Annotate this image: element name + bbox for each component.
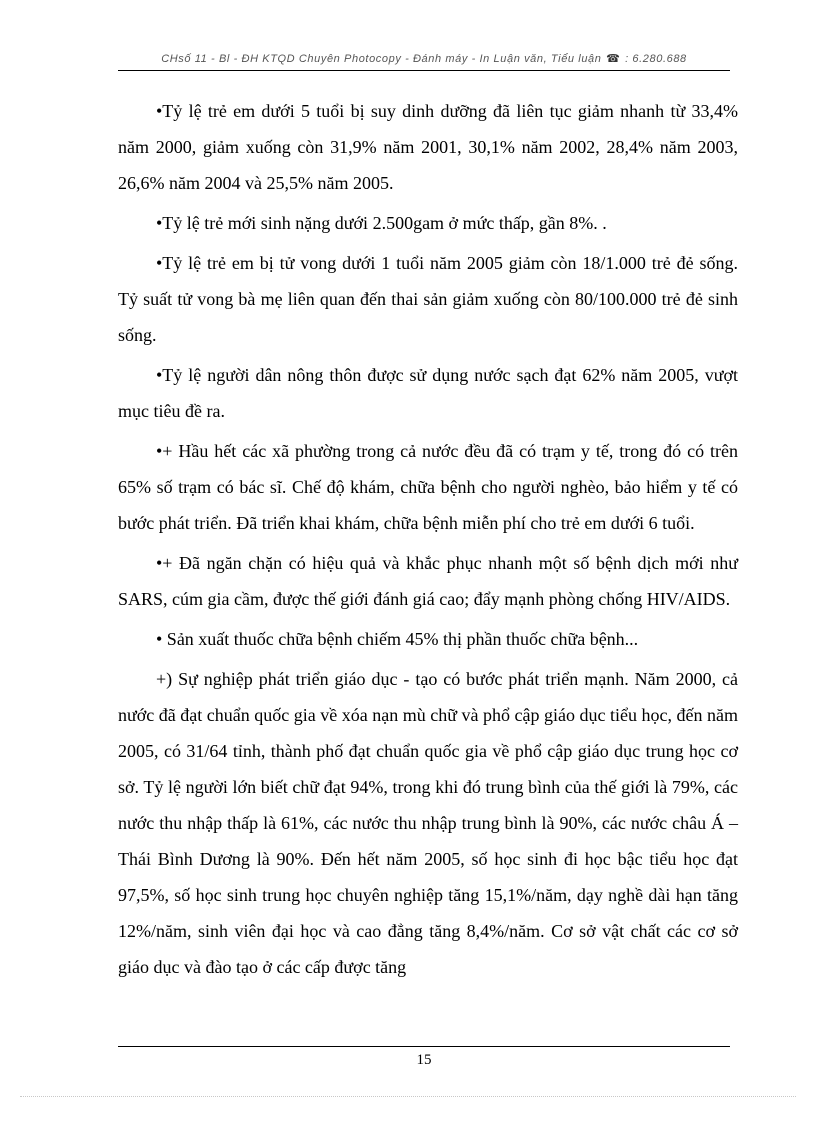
telephone-icon: ☎ bbox=[606, 53, 621, 65]
page-header bbox=[118, 52, 730, 71]
paragraph-low-birth-weight: •Tỷ lệ trẻ mới sinh nặng dưới 2.500gam ở mức thấp, gần 8%. . bbox=[156, 213, 607, 233]
document-body bbox=[118, 93, 738, 989]
paragraph-medicine-production: • Sản xuất thuốc chữa bệnh chiếm 45% thị phần thuốc chữa bệnh... bbox=[156, 629, 639, 649]
header-phone-number: : 6.280.688 bbox=[625, 53, 687, 65]
paragraph-health-stations: •+ Hầu hết các xã phường trong cả nước đều đã có trạm y tế, trong đó có trên 65% số trạm có bác sĩ. Chế độ khám, chữa bệnh cho người nghèo, bảo hiểm y tế có bước phát triển. Đã triển khai khám, chữa bệnh miễn phí cho trẻ em dưới 6 tuổi. bbox=[118, 441, 738, 533]
paragraph-epidemic-control: •+ Đã ngăn chặn có hiệu quả và khắc phục nhanh một số bệnh dịch mới như SARS, cúm gia cầm, được thế giới đánh giá cao; đẩy mạnh phòng chống HIV/AIDS. bbox=[118, 553, 738, 609]
paragraph-infant-mortality: •Tỷ lệ trẻ em bị tử vong dưới 1 tuổi năm 2005 giảm còn 18/1.000 trẻ đẻ sống. Tỷ suất tử vong bà mẹ liên quan đến thai sản giảm xuống còn 80/100.000 trẻ đẻ sinh sống. bbox=[118, 253, 738, 345]
paragraph-child-malnutrition: •Tỷ lệ trẻ em dưới 5 tuổi bị suy dinh dưỡng đã liên tục giảm nhanh từ 33,4% năm 2000, giảm xuống còn 31,9% năm 2001, 30,1% năm 2002, 28,4% năm 2003, 26,6% năm 2004 và 25,5% năm 2005. bbox=[118, 101, 738, 193]
footer-divider bbox=[118, 1046, 730, 1047]
paragraph-clean-water: •Tỷ lệ người dân nông thôn được sử dụng nước sạch đạt 62% năm 2005, vượt mục tiêu đề ra. bbox=[118, 365, 738, 421]
paragraph-education: +) Sự nghiệp phát triển giáo dục - tạo có bước phát triển mạnh. Năm 2000, cả nước đã đạt chuẩn quốc gia về xóa nạn mù chữ và phổ cập giáo dục tiểu học, đến năm 2005, có 31/64 tỉnh, thành phố đạt chuẩn quốc gia về phổ cập giáo dục trung học cơ sở. Tỷ lệ người lớn biết chữ đạt 94%, trong khi đó trung bình của thế giới là 79%, các nước thu nhập thấp là 61%, các nước thu nhập trung bình là 90%, các nước châu Á – Thái Bình Dương là 90%. Đến hết năm 2005, số học sinh đi học bậc tiểu học đạt 97,5%, số học sinh trung học chuyên nghiệp tăng 15,1%/năm, dạy nghề dài hạn tăng 12%/năm, sinh viên đại học và cao đẳng tăng 8,4%/năm. Cơ sở vật chất các cơ sở giáo dục và đào tạo ở các cấp được tăng bbox=[118, 669, 738, 977]
page-bottom-border bbox=[20, 1096, 796, 1097]
page-number: 15 bbox=[416, 1052, 432, 1068]
header-text: CHsố 11 - Bl - ĐH KTQD Chuyên Photocopy - Đánh máy - In Luận văn, Tiểu luận bbox=[161, 53, 602, 65]
